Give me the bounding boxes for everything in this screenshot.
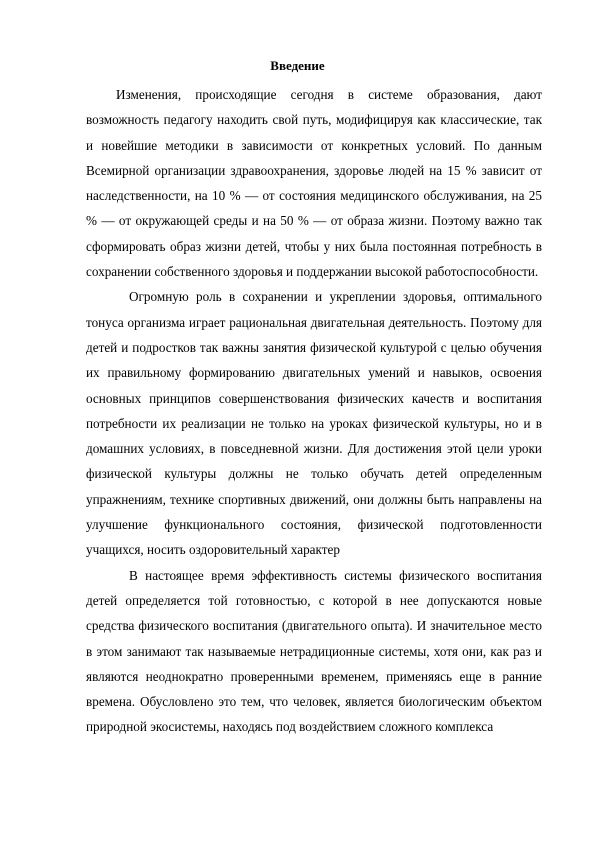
page-title: Введение xyxy=(270,58,325,73)
paragraph-2: Огромную роль в сохранении и укреплении здоровья, оптимального тонуса организма играет рациональная двигательная деятельность. Поэтому для детей и подростков так важны занятия физической культурой с целью обучения их правильному формированию двигательных умений и навыков, освоения основных принципов совершенствования физических качеств и воспитания потребности их реализации не только на уроках физической культуры, но и в домашних условиях, в повседневной жизни. Для достижения этой цели уроки физической культуры должны не только обучать детей определенным упражнениям, технике спортивных движений, они должны быть направлены на улучшение функционального состояния, физической подготовленности учащихся, носить оздоровительный характер xyxy=(86,289,542,558)
paragraph-3: В настоящее время эффективность системы физического воспитания детей определяется той готовностью, с которой в нее допускаются новые средства физического воспитания (двигательного опыта). И значительное место в этом занимают так называемые нетрадиционные системы, хотя они, как раз и являются неоднократно проверенными временем, применяясь еще в ранние времена. Обусловлено это тем, что человек, является биологическим объектом природной экосистемы, находясь под воздействием сложного комплекса xyxy=(86,567,542,735)
paragraph-1: Изменения, происходящие сегодня в системе образования, дают возможность педагогу находить свой путь, модифицируя как классические, так и новейшие методики в зависимости от конкретных условий. По данным Всемирной организации здравоохранения, здоровье людей на 15 % зависит от наследственности, на 10 % — от состояния медицинского обслуживания, на 25 % — от окружающей среды и на 50 % — от образа жизни. Поэтому важно так сформировать образ жизни детей, чтобы у них была постоянная потребность в сохранении собственного здоровья и поддержании высокой работоспособности. xyxy=(86,87,542,280)
document-body xyxy=(86,82,542,740)
